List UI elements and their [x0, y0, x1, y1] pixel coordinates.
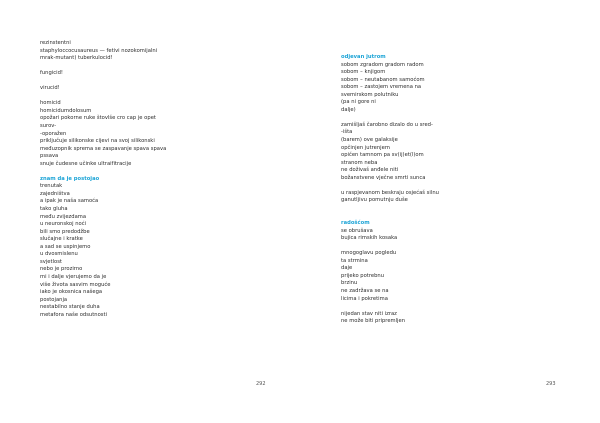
- stanza-gap: [341, 182, 439, 190]
- poem-title: odjevan jutrom: [341, 54, 386, 60]
- right-page-text: [341, 54, 439, 326]
- poem-line: licima i pokretima: [341, 295, 388, 302]
- poem-line: zajedništva: [40, 190, 70, 197]
- poem-line: u raspjevanom beskraju osjećaš silnu: [341, 189, 439, 196]
- poem-line: opičen tamnom pa sv(ij)et(l)om: [341, 152, 424, 159]
- poem-line: bili smo predodžbe: [40, 228, 90, 235]
- poem-line: -išta: [341, 129, 353, 136]
- poem-line: među zvijezdama: [40, 213, 87, 220]
- poem-line: surov-: [40, 123, 57, 130]
- poem-line: priključuje silikonske cijevi na svoj silikonski: [40, 138, 155, 145]
- poem-line: nijedan stav niti izraz: [341, 310, 397, 317]
- poem-line: homicid: [40, 100, 61, 107]
- poem-line: prijeko potrebnu: [341, 272, 385, 279]
- poem-line: nebo je prozirno: [40, 266, 83, 273]
- poem-line: iako je okosnica našega: [40, 289, 103, 296]
- poem-line: pssava: [40, 153, 59, 160]
- stanza-gap: [40, 168, 166, 176]
- stanza-gap: [40, 63, 166, 71]
- poem-line: stranom neba: [341, 159, 378, 166]
- poem-line: a sad se uspinjemo: [40, 243, 91, 250]
- poem-line: homicidumdolosum: [40, 107, 92, 114]
- stanza-gap: [341, 212, 439, 220]
- poem-line: opožari pokorne ruke štovlše cro cap je opet: [40, 115, 156, 122]
- poem-line: ta strmina: [341, 257, 368, 264]
- poem-line: a ipak je naša samoća: [40, 198, 99, 205]
- stanza-gap: [341, 114, 439, 122]
- poem-line: -oporažen: [40, 130, 67, 137]
- poem-line: sobom – neutabanom samoćom: [341, 76, 425, 83]
- poem-line: slučajne i kratke: [40, 236, 83, 243]
- poem-line: daje: [341, 265, 353, 272]
- poem-line: više života sasvim moguće: [40, 281, 111, 288]
- poem-line: mi i dalje vjerujemo da je: [40, 273, 107, 280]
- poem-line: opčinjen jutrenjem: [341, 144, 390, 151]
- right-page-number: 293: [546, 381, 556, 387]
- poem-line: metafora naše odsutnosti: [40, 311, 108, 318]
- poem-line: rezinstentni: [40, 40, 71, 46]
- left-page-text: [40, 40, 166, 319]
- right-page: [300, 0, 600, 423]
- poem-line: svemirskom polutniku: [341, 91, 399, 98]
- poem-line: se obrušava: [341, 227, 373, 234]
- stanza-gap: [341, 243, 439, 251]
- poem-line: međuzopnik sprema se zaspavanje spava spava: [40, 145, 167, 152]
- poem-line: u neuronskoj noći: [40, 221, 87, 228]
- poem-line: dalje): [341, 106, 356, 113]
- poem-line: ne doživaš anđele niti: [341, 167, 399, 174]
- poem-line: sobom zgradom gradom radom: [341, 61, 424, 68]
- poem-line: bujica rimskih kosaka: [341, 235, 398, 242]
- poem-line: ne može biti pripremljen: [341, 318, 406, 325]
- poem-line: brzinu: [341, 280, 358, 287]
- poem-line: božanstvene vječne smrti sunca: [341, 174, 426, 181]
- poem-title: znam da je postojao: [40, 175, 100, 182]
- poem-line: nestabilno stanje duha: [40, 304, 100, 311]
- poem-line: mnogoglavu pogledu: [341, 250, 397, 257]
- left-page-number: 292: [256, 381, 266, 387]
- poem-line: ne zadržava se na: [341, 287, 389, 294]
- poem-line: virucid!: [40, 85, 60, 92]
- poem-line: tako gluha: [40, 206, 68, 213]
- poem-line: trenutak: [40, 183, 63, 190]
- poem-line: sobom – knjigom: [341, 69, 386, 76]
- poem-line: staphyloccocusaureus — fetivi nozokomijalni: [40, 47, 158, 54]
- poem-line: ganutljivu pomutnju duše: [341, 197, 408, 204]
- poem-line: sobom – zastojem vremena na: [341, 84, 422, 91]
- poem-line: (barem) ove galaksije: [341, 137, 398, 144]
- poem-line: snuje čudesne učinke ultraifitracije: [40, 160, 132, 167]
- poem-line: zamišljaš čarobno dizalo do u sred-: [341, 121, 433, 128]
- poem-title: radošćom: [341, 220, 370, 227]
- stanza-gap: [40, 93, 166, 101]
- poem-line: (pa ni gore ni: [341, 99, 376, 106]
- poem-line: mrak-mutant) tuberkulocid!: [40, 55, 113, 62]
- poem-line: svjetlost: [40, 258, 62, 265]
- poem-line: postojanja: [40, 296, 68, 303]
- stanza-gap: [40, 78, 166, 86]
- poem-line: u dvosmislenu: [40, 251, 78, 258]
- stanza-gap: [341, 205, 439, 213]
- poem-line: fungicid!: [40, 70, 63, 77]
- stanza-gap: [341, 303, 439, 311]
